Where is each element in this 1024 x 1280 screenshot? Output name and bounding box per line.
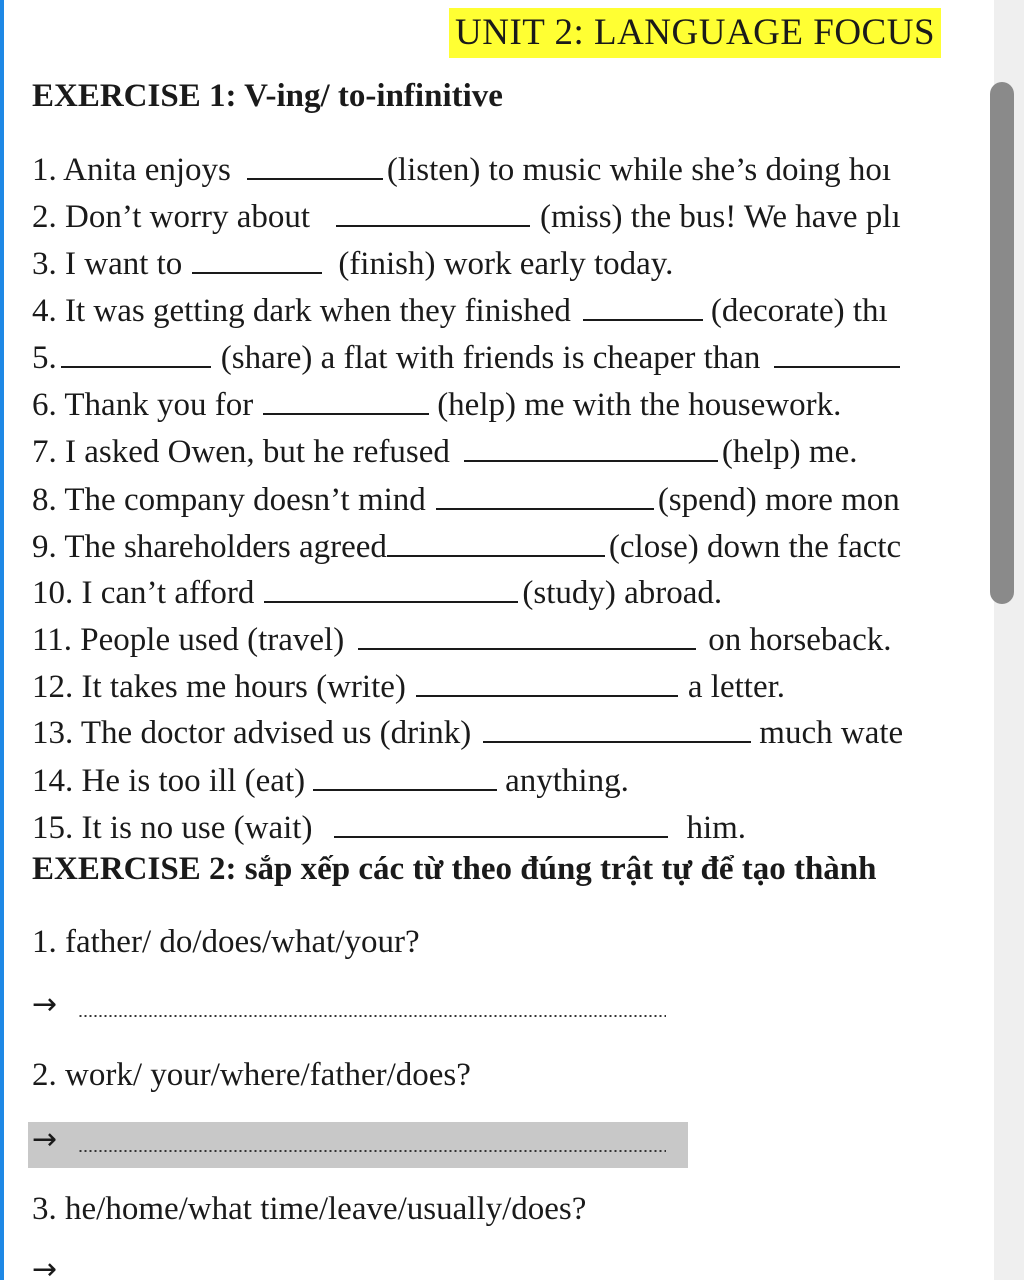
- exercise-1-item-11: 11. People used (travel) on horseback.: [32, 616, 891, 660]
- answer-blank[interactable]: [192, 240, 322, 274]
- answer-blank[interactable]: [313, 757, 497, 791]
- exercise-1-item-3: 3. I want to (finish) work early today.: [32, 240, 673, 284]
- arrow-icon: →: [32, 1122, 58, 1157]
- answer-blank[interactable]: [483, 709, 751, 743]
- answer-blank[interactable]: [61, 334, 211, 368]
- answer-blank[interactable]: [387, 523, 605, 557]
- answer-blank[interactable]: [334, 804, 668, 838]
- exercise-1-item-4: 4. It was getting dark when they finished (decorate) thı: [32, 287, 888, 331]
- exercise-1-item-6: 6. Thank you for (help) me with the housework.: [32, 381, 841, 425]
- answer-blank[interactable]: [416, 663, 678, 697]
- exercise-1-item-2: 2. Don’t worry about (miss) the bus! We have plı: [32, 193, 901, 237]
- exercise-2-item-1-prompt: 1. father/ do/does/what/your?: [32, 924, 420, 960]
- exercise-1-item-1: 1. Anita enjoys (listen) to music while she’s doing hoı: [32, 146, 891, 190]
- answer-blank[interactable]: [264, 569, 518, 603]
- answer-blank[interactable]: [247, 146, 383, 180]
- exercise-2-item-2-prompt: 2. work/ your/where/father/does?: [32, 1057, 471, 1093]
- exercise-1-item-8: 8. The company doesn’t mind (spend) more mon: [32, 476, 900, 520]
- exercise-1-item-15: 15. It is no use (wait) him.: [32, 804, 746, 848]
- answer-dotted-line[interactable]: [78, 1015, 666, 1017]
- selection-highlight: [28, 1122, 688, 1168]
- arrow-icon: →: [32, 1252, 58, 1280]
- scrollbar-thumb[interactable]: [990, 82, 1014, 604]
- exercise-1-item-14: 14. He is too ill (eat) anything.: [32, 757, 629, 801]
- answer-blank[interactable]: [464, 428, 718, 462]
- answer-blank[interactable]: [336, 193, 530, 227]
- answer-blank[interactable]: [263, 381, 429, 415]
- exercise-1-item-9: 9. The shareholders agreed (close) down the factc: [32, 523, 901, 567]
- exercise-2-heading: EXERCISE 2: sắp xếp các từ theo đúng trật tự để tạo thành: [32, 851, 877, 887]
- exercise-1-item-10: 10. I can’t afford (study) abroad.: [32, 569, 722, 613]
- answer-dotted-line[interactable]: [78, 1150, 666, 1152]
- exercise-1-heading: EXERCISE 1: V-ing/ to-infinitive: [32, 78, 503, 114]
- exercise-1-item-13: 13. The doctor advised us (drink) much wate: [32, 709, 903, 753]
- answer-blank[interactable]: [583, 287, 703, 321]
- arrow-icon: →: [32, 987, 58, 1022]
- exercise-1-item-5: 5. (share) a flat with friends is cheaper than: [32, 334, 904, 378]
- answer-blank[interactable]: [774, 334, 900, 368]
- exercise-2-item-3-prompt: 3. he/home/what time/leave/usually/does?: [32, 1191, 587, 1227]
- exercise-1-item-12: 12. It takes me hours (write) a letter.: [32, 663, 785, 707]
- answer-blank[interactable]: [358, 616, 696, 650]
- exercise-1-item-7: 7. I asked Owen, but he refused (help) me.: [32, 428, 857, 472]
- answer-blank[interactable]: [436, 476, 654, 510]
- unit-title: UNIT 2: LANGUAGE FOCUS: [449, 8, 941, 58]
